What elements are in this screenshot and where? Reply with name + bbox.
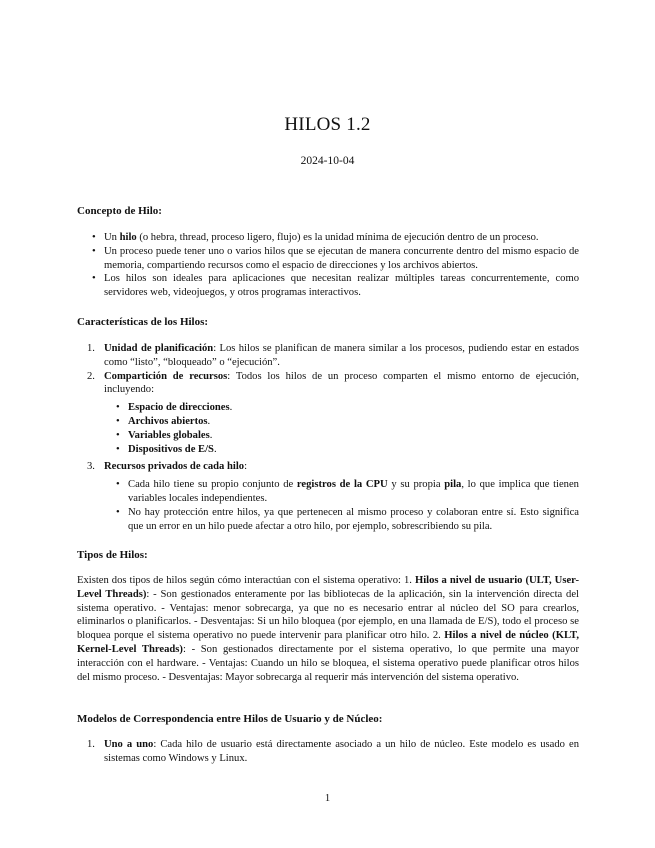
- section-body-caracteristicas: [77, 342, 579, 537]
- list-item: • Variables globales.: [77, 429, 579, 443]
- list-item: • Dispositivos de E/S.: [77, 443, 579, 457]
- page-number: 1: [324, 793, 331, 804]
- section-body-modelos: [77, 738, 579, 766]
- list-item: 1. Uno a uno: Cada hilo de usuario está directamente asociado a un hilo de núcleo. Este modelo es usado en sistemas como Windows y Linux.: [87, 739, 579, 764]
- section-heading-tipos: Tipos de Hilos:: [77, 549, 148, 561]
- list-item: • Un proceso puede tener uno o varios hilos que se ejecutan de manera concurrente dentro del mismo espacio de memoria, compartiendo recursos como el espacio de direcciones y los archivos abiertos.: [77, 245, 579, 273]
- section-heading-modelos: Modelos de Correspondencia entre Hilos de Usuario y de Núcleo:: [77, 713, 383, 725]
- document-date: 2024-10-04: [300, 155, 355, 167]
- section-heading-concepto: Concepto de Hilo:: [77, 205, 162, 217]
- list-item: • Los hilos son ideales para aplicaciones que necesitan realizar múltiples tareas concurrentemente, como servidores web, videojuegos, y otros programas interactivos.: [77, 272, 579, 300]
- list-item: 2. Compartición de recursos: Todos los hilos de un proceso comparten el mismo entorno de ejecución, incluyendo:: [87, 370, 579, 396]
- list-item: • Espacio de direcciones.: [77, 401, 579, 415]
- list-item: 1. Unidad de planificación: Los hilos se planifican de manera similar a los procesos, pudiendo estar en estados como “listo”, “bloqueado” o “ejecución”.: [87, 343, 579, 368]
- document-title: HILOS 1.2: [284, 114, 371, 135]
- section-heading-caracteristicas: Características de los Hilos:: [77, 316, 209, 328]
- list-item: • Archivos abiertos.: [77, 415, 579, 429]
- list-item: • No hay protección entre hilos, ya que pertenecen al mismo proceso y colaboran entre sí. Esto significa que un error en un hilo puede afectar a otro hilo, por ejemplo, sobrescribiendo su pila.: [77, 506, 579, 534]
- section-body-concepto: [77, 231, 579, 300]
- list-item: • Un hilo (o hebra, thread, proceso ligero, flujo) es la unidad mínima de ejecución dentro de un proceso.: [77, 231, 579, 245]
- list-item: 3. Recursos privados de cada hilo:: [87, 461, 248, 473]
- section-body-tipos: Existen dos tipos de hilos según cómo interactúan con el sistema operativo: 1. Hilos a nivel de usuario (ULT, User-Level Threads): - Son gestionados enteramente por las bibliotecas de la aplicación, sin la intervención directa del sistema operativo. - Ventajas: menor sobrecarga, ya que no es necesario entrar al núcleo del SO para crearlos, eliminarlos o planificarlos. - Desventajas: Si un hilo bloquea (por ejemplo, en una llamada de E/S), todo el proceso se bloquea porque el sistema operativo no puede intervenir para planificar otro hilo. 2. Hilos a nivel de núcleo (KLT, Kernel-Level Threads): - Son gestionados directamente por el sistema operativo, lo que permite una mayor interacción con el hardware. - Ventajas: Cuando un hilo se bloquea, el sistema operativo puede planificar otros hilos del mismo proceso. - Desventajas: Mayor sobrecarga al requerir más intervención del sistema operativo.: [77, 575, 580, 683]
- list-item: • Cada hilo tiene su propio conjunto de registros de la CPU y su propia pila, lo que implica que tienen variables locales independientes.: [77, 478, 579, 506]
